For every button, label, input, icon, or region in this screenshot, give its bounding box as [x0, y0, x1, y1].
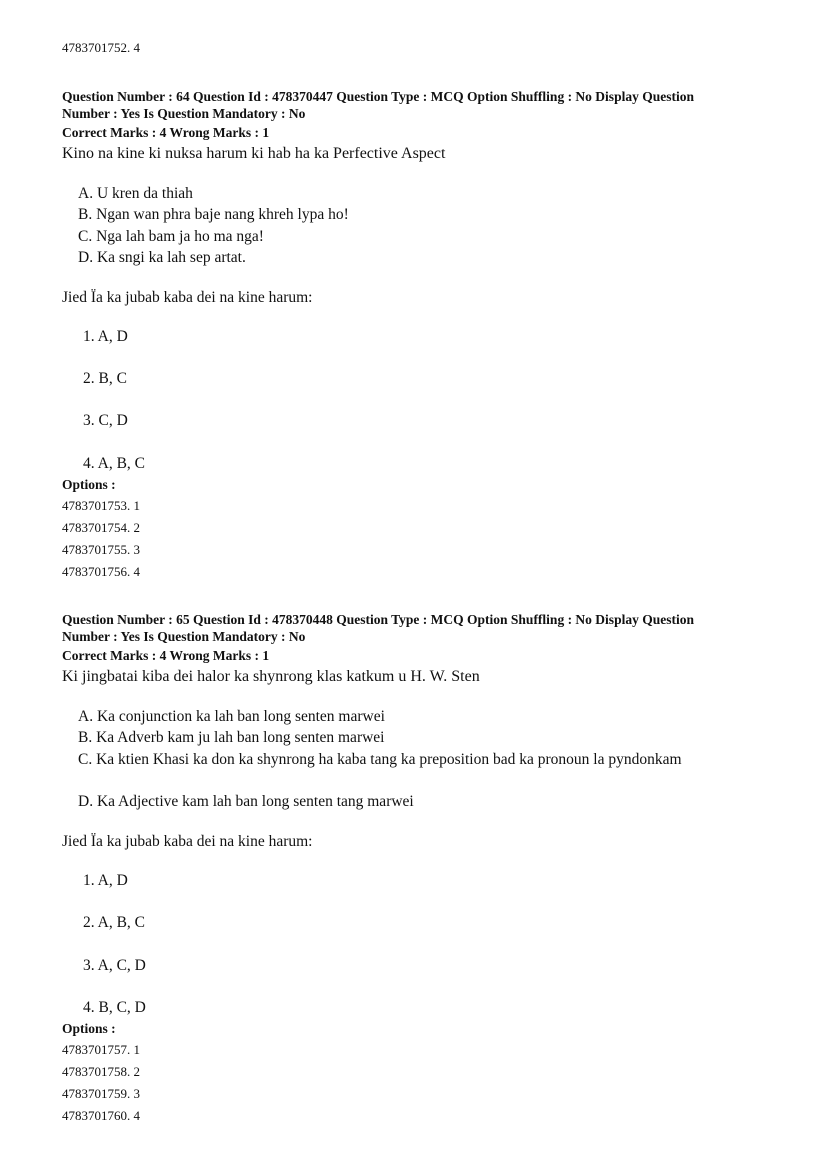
statement-b: B. Ka Adverb kam ju lah ban long senten marwei [78, 729, 385, 746]
statement-d: D. Ka Adjective kam lah ban long senten tang marwei [78, 793, 414, 810]
question-meta-line2: Number : Yes Is Question Mandatory : No [62, 629, 306, 644]
question-marks: Correct Marks : 4 Wrong Marks : 1 [62, 125, 270, 140]
question-meta-line1: Question Number : 65 Question Id : 478370448 Question Type : MCQ Option Shuffling : No Display Question [62, 612, 694, 627]
options-label: Options : [62, 477, 116, 492]
option-id-3: 4783701755. 3 [62, 542, 140, 557]
question-stem: Kino na kine ki nuksa harum ki hab ha ka Perfective Aspect [62, 145, 446, 162]
question-marks: Correct Marks : 4 Wrong Marks : 1 [62, 648, 270, 663]
option-id-1: 4783701757. 1 [62, 1042, 140, 1057]
choice-4: 4. A, B, C [83, 455, 146, 472]
statement-a: A. U kren da thiah [78, 185, 193, 202]
choice-1: 1. A, D [83, 328, 128, 345]
question-prompt: Jied Ïa ka jubab kaba dei na kine harum: [62, 833, 313, 850]
statement-d: D. Ka sngi ka lah sep artat. [78, 249, 246, 266]
options-label: Options : [62, 1021, 116, 1036]
statement-c: C. Nga lah bam ja ho ma nga! [78, 228, 264, 245]
option-id-4: 4783701756. 4 [62, 564, 140, 579]
question-prompt: Jied Ïa ka jubab kaba dei na kine harum: [62, 289, 313, 306]
previous-option-id: 4783701752. 4 [62, 40, 140, 55]
question-meta-line2: Number : Yes Is Question Mandatory : No [62, 106, 306, 121]
option-id-3: 4783701759. 3 [62, 1086, 140, 1101]
option-id-2: 4783701758. 2 [62, 1064, 140, 1079]
choice-1: 1. A, D [83, 872, 128, 889]
choice-3: 3. A, C, D [83, 957, 146, 974]
option-id-1: 4783701753. 1 [62, 498, 140, 513]
statement-b: B. Ngan wan phra baje nang khreh lypa ho! [78, 206, 349, 223]
statement-c [78, 749, 718, 770]
question-stem: Ki jingbatai kiba dei halor ka shynrong klas katkum u H. W. Sten [62, 668, 480, 685]
statement-c-text: C. Ka ktien Khasi ka don ka shynrong ha kaba tang ka preposition bad ka pronoun la pyndonkam [78, 751, 682, 768]
option-id-2: 4783701754. 2 [62, 520, 140, 535]
choice-2: 2. A, B, C [83, 914, 146, 931]
choice-4: 4. B, C, D [83, 999, 146, 1016]
statement-a: A. Ka conjunction ka lah ban long senten marwei [78, 708, 385, 725]
question-meta-line1: Question Number : 64 Question Id : 478370447 Question Type : MCQ Option Shuffling : No Display Question [62, 89, 694, 104]
choice-2: 2. B, C [83, 370, 127, 387]
option-id-4: 4783701760. 4 [62, 1108, 140, 1123]
choice-3: 3. C, D [83, 412, 128, 429]
